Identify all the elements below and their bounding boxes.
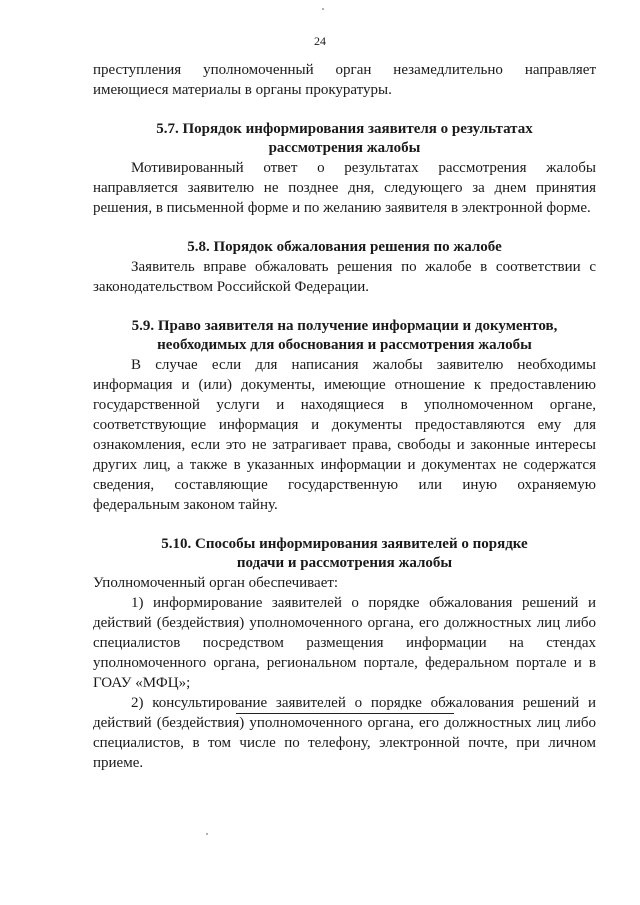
scan-speck bbox=[206, 833, 208, 835]
section-heading bbox=[93, 238, 596, 257]
section-paragraph: Мотивированный ответ о результатах рассмотрения жалобы направляется заявителю не позднее дня, следующего за днем принятия решения, в письменной форме и по желанию заявителя в электронной форме. bbox=[93, 160, 596, 216]
scan-speck bbox=[322, 8, 324, 10]
end-rule bbox=[236, 713, 454, 714]
intro-paragraph: преступления уполномоченный орган незамедлительно направляет имеющиеся материалы в органы прокуратуры. bbox=[93, 62, 596, 98]
section-heading bbox=[93, 535, 596, 573]
heading-line: 5.10. Способы информирования заявителей о порядке bbox=[161, 536, 528, 552]
heading-line: необходимых для обоснования и рассмотрения жалобы bbox=[157, 337, 532, 353]
heading-line: рассмотрения жалобы bbox=[268, 140, 421, 156]
section-5-7 bbox=[93, 120, 596, 218]
heading-line: 5.8. Порядок обжалования решения по жалобе bbox=[187, 239, 502, 255]
section-5-8 bbox=[93, 238, 596, 297]
list-item: 2) консультирование заявителей о порядке обжалования решений и действий (бездействия) уполномоченного органа, его должностных лиц либо специалистов, в том числе по телефону, электронной почте, при личном приеме. bbox=[93, 695, 596, 771]
section-paragraph: В случае если для написания жалобы заявителю необходимы информация и (или) документы, имеющие отношение к предоставлению государственной услуги и находящиеся в уполномоченном органе, соответствующие информация и документы предоставляются ему для ознакомления, если это не затрагивает права, свободы и законные интересы других лиц, а также в указанных информации и документах не содержатся сведения, составляющие государственную или иную охраняемую федеральным законом тайну. bbox=[93, 357, 596, 513]
heading-line: подачи и рассмотрения жалобы bbox=[236, 555, 453, 571]
document-body bbox=[93, 60, 596, 773]
section-5-9 bbox=[93, 317, 596, 515]
heading-line: 5.7. Порядок информирования заявителя о результатах bbox=[156, 121, 533, 137]
section-5-10 bbox=[93, 535, 596, 773]
section-heading bbox=[93, 120, 596, 158]
section-lead: Уполномоченный орган обеспечивает: bbox=[93, 575, 339, 591]
list-item: 1) информирование заявителей о порядке обжалования решений и действий (бездействия) уполномоченного органа, его должностных лиц либо специалистов посредством размещения информации на стендах уполномоченного органа, региональном портале, федеральном портале и в ГОАУ «МФЦ»; bbox=[93, 595, 596, 691]
page-number: 24 bbox=[314, 34, 326, 48]
section-paragraph: Заявитель вправе обжаловать решения по жалобе в соответствии с законодательством Российской Федерации. bbox=[93, 259, 596, 295]
heading-line: 5.9. Право заявителя на получение информации и документов, bbox=[131, 318, 558, 334]
section-heading bbox=[93, 317, 596, 355]
